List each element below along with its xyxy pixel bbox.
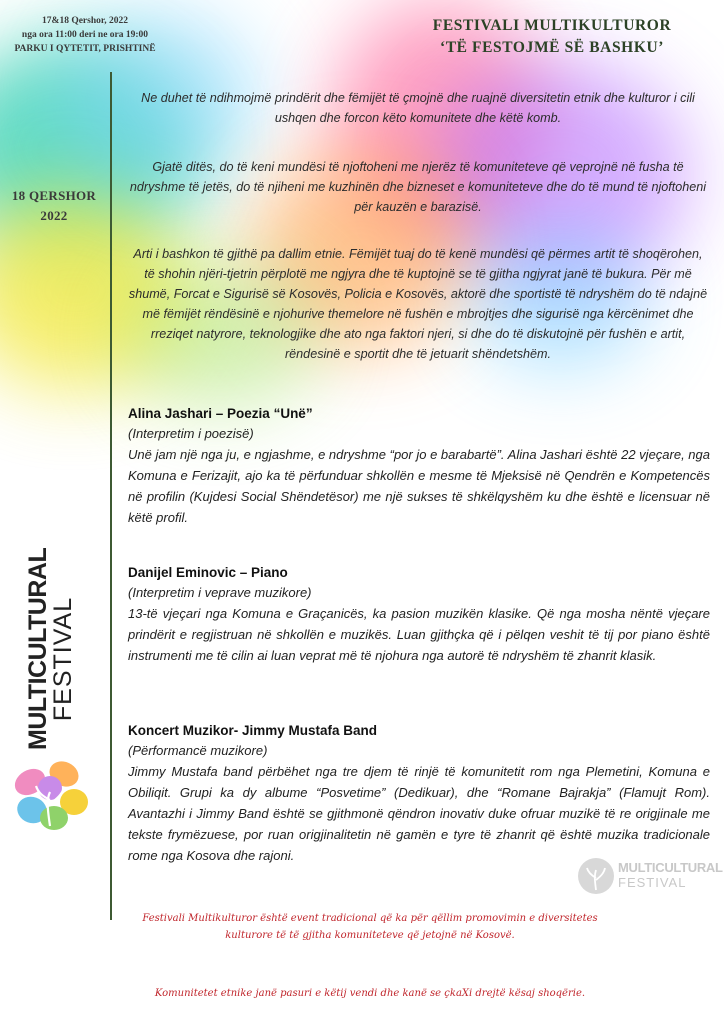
footer-line-2: Komunitetet etnike janë pasuri e këtij vendi dhe kanë se çkaXi drejtë kësaj shoqërie. <box>154 988 586 999</box>
performer-subtitle: (Përformancë muzikore) <box>128 743 268 758</box>
performer-title: Danijel Eminovic – Piano <box>128 565 288 580</box>
multicultural-flower-logo-icon <box>8 752 92 836</box>
multicultural-logo-small <box>576 856 723 898</box>
performer-title: Alina Jashari – Poezia “Unë” <box>128 406 313 421</box>
multicultural-logo-vertical <box>24 547 77 750</box>
small-flower-logo-icon <box>576 856 616 896</box>
side-date <box>0 186 108 226</box>
performer-subtitle: (Interpretim i veprave muzikore) <box>128 585 312 600</box>
side-date-year: 2022 <box>40 208 68 223</box>
festival-title <box>402 15 702 59</box>
performer-title: Koncert Muzikor- Jimmy Mustafa Band <box>128 723 378 738</box>
logo-sub-text: FESTIVAL <box>49 596 77 722</box>
small-logo-sub-text: FESTIVAL <box>618 875 687 890</box>
intro-paragraph-1: Ne duhet të ndihmojmë prindërit dhe fëmijët të çmojnë dhe ruajnë diversitetin etnik dhe kulturor i cili ushqen dhe forcon këto komunitete dhe këtë komb. <box>141 91 695 125</box>
side-date-day: 18 QERSHOR <box>11 188 97 203</box>
event-dates: 17&18 Qershor, 2022 <box>42 16 128 26</box>
performer-description: Unë jam një nga ju, e ngjashme, e ndryshme “por jo e barabartë”. Alina Jashari është 22 vjeçare, nga Komuna e Ferizajit, ajo ka të përfunduar shkollën e mesme të Mjeksisë në Qendrën e Kompetencës në profilin (Kujdesi Social Shëndetësor) me një sukses të shkëlqyshëm ku dhe është e licensuar në këtë profil. <box>128 447 710 525</box>
performer-description: Jimmy Mustafa band përbëhet nga tre djem të rinjë të komunitetit rom nga Plemetini, Komuna e Obiliqit. Grupi ka dy albume “Posvetime” (Dedikuar), dhe “Romane Bajrakja” (Flamujt Rom). Avantazhi i Jimmy Band është se gjithmonë qëndron inovativ duke ofruar muzikë të re origjinale me tekste frymëzuese, por ruan origjinalitetin në gamën e tyre të zhanrit që është muzika tradicionale rome nga Kosova dhe rajoni. <box>128 764 710 863</box>
logo-main-text: MULTICULTURAL <box>24 547 52 750</box>
festival-title-line2: ‘TË FESTOJMË SË BASHKU’ <box>439 39 665 56</box>
performer-section-3 <box>128 721 710 866</box>
performer-description: 13-të vjeçari nga Komuna e Graçanicës, ka pasion muzikën klasike. Që nga mosha nëntë vjeçare prindërit e regjistruan në shkollën e muzikës. Luan gjithçka që i pëlqen veshit të tij por piano është instrumenti me të cilin ai luan veprat më të njohura nga autorë të ndryshëm të zhanrit klasik. <box>128 606 710 663</box>
performer-section-2 <box>128 563 710 666</box>
event-info <box>10 14 160 56</box>
footer-line-1: Festivali Multikulturor është event tradicional që ka për qëllim promovimin e diversitetes kulturore të të gjitha komuniteteve që jetojnë në Kosovë. <box>142 913 598 941</box>
event-hours: nga ora 11:00 deri ne ora 19:00 <box>21 30 149 40</box>
intro-paragraph-2: Gjatë ditës, do të keni mundësi të njoftoheni me njerëz të komuniteteve që veprojnë në fusha të ndryshme të jetës, do të njiheni me kuzhinën dhe bizneset e komuniteteve dhe do të mund të njoftoheni për kauzën e barazisë. <box>129 160 707 214</box>
small-logo-main-text: MULTICULTURAL <box>618 860 723 875</box>
vertical-divider <box>110 72 112 920</box>
performer-subtitle: (Interpretim i poezisë) <box>128 426 254 441</box>
intro-paragraph-3: Arti i bashkon të gjithë pa dallim etnie. Fëmijët tuaj do të kenë mundësi që përmes artit të shoqërohen, të shohin njëri-tjetrin përplotë me ngjyra dhe të kuptojnë se të gjitha ngjyrat janë të bukura. Për më shumë, Forcat e Sigurisë së Kosovës, Policia e Kosovës, aktorë dhe sportistë të ndryshëm do të ndajnë më fëmijët rëndësinë e njohurive themelore në fushën e mbrojtjes dhe sigurisë nga kërcënimet dhe rreziqet natyrore, teknologjike dhe ato nga faktori njeri, si dhe do të diskutojnë për fushën e artit, rëndesinë e sportit dhe të jetuarit shëndetshëm. <box>128 247 708 361</box>
performer-section-1 <box>128 404 710 528</box>
event-location: PARKU I QYTETIT, PRISHTINË <box>14 44 156 54</box>
festival-title-line1: FESTIVALI MULTIKULTUROR <box>432 17 672 34</box>
